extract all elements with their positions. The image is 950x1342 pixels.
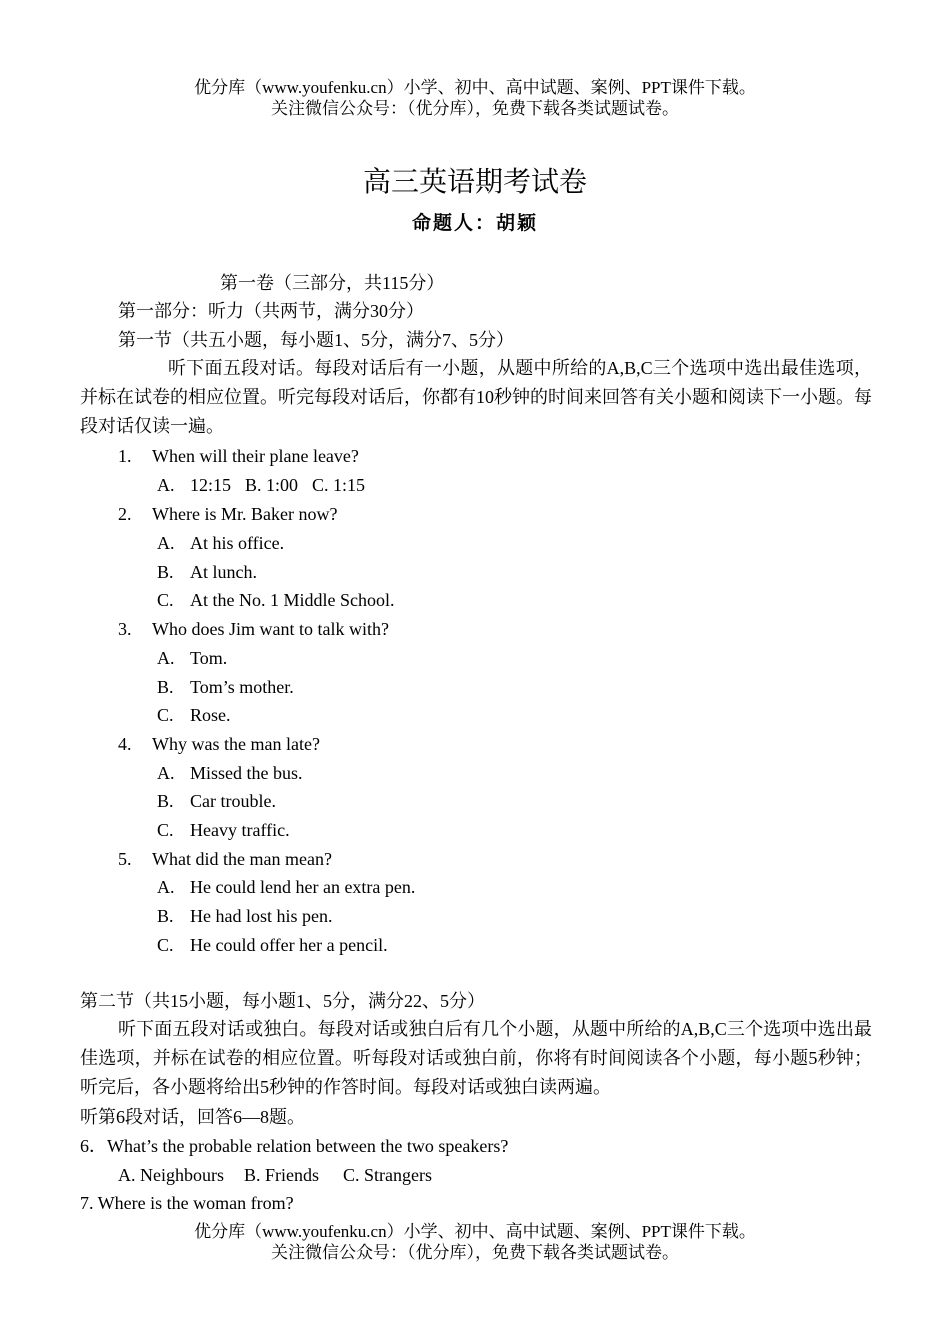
page-title: 高三英语期考试卷 xyxy=(362,167,587,198)
option-text: Rose. xyxy=(190,705,231,725)
option-label: A. xyxy=(157,475,175,495)
question-1 xyxy=(118,445,359,467)
option-item xyxy=(157,676,294,698)
question-2 xyxy=(118,503,337,525)
option-label: C. xyxy=(157,705,174,725)
footer-line-1: 优分库（www.youfenku.cn）小学、初中、高中试题、案例、PPT课件下载。 xyxy=(194,1222,756,1241)
option-label: C. xyxy=(157,590,174,610)
dialog-6-instruction: 听第6段对话，回答6—8题。 xyxy=(80,1107,305,1127)
question-number: 1. xyxy=(118,446,132,466)
option-c-text: C. Strangers xyxy=(343,1165,433,1185)
option-item xyxy=(157,704,231,726)
question-1-options xyxy=(157,474,365,496)
question-5 xyxy=(118,848,332,870)
question-number: 5. xyxy=(118,849,132,869)
option-text: Car trouble. xyxy=(190,791,276,811)
question-7: 7. Where is the woman from? xyxy=(80,1193,294,1213)
subsection-1-instructions: 听下面五段对话。每段对话后有一小题，从题中所给的A,B,C三个选项中选出最佳选项，并标在试卷的相应位置。听完每段对话后，你都有10秒钟的时间来回答有关小题和阅读下一小题。每段对话仅读一遍。 xyxy=(80,358,872,436)
question-6-options xyxy=(118,1164,432,1186)
header-line-2: 关注微信公众号：（优分库），免费下载各类试题试卷。 xyxy=(271,99,679,118)
option-text: Missed the bus. xyxy=(190,763,303,783)
option-b-text: B. Friends xyxy=(244,1165,320,1185)
option-text: Tom. xyxy=(190,648,228,668)
option-label: C. xyxy=(157,935,174,955)
option-text: Heavy traffic. xyxy=(190,820,290,840)
option-text: He could offer her a pencil. xyxy=(190,935,388,955)
option-item xyxy=(157,819,290,841)
option-item xyxy=(157,934,388,956)
subsection-1-heading: 第一节（共五小题，每小题1、5分，满分7、5分） xyxy=(118,330,514,350)
subsection-2-heading: 第二节（共15小题，每小题1、5分，满分22、5分） xyxy=(80,991,485,1011)
option-text: He could lend her an extra pen. xyxy=(190,877,416,897)
question-text: When will their plane leave? xyxy=(152,446,359,466)
section-heading: 第一部分：听力（共两节，满分30分） xyxy=(118,301,424,321)
option-text: Tom’s mother. xyxy=(190,677,294,697)
question-number: 2. xyxy=(118,504,132,524)
question-6: 6．What’s the probable relation between the two speakers? xyxy=(80,1136,509,1156)
option-a-text: 12:15 xyxy=(190,475,232,495)
option-item xyxy=(157,647,227,669)
option-label: B. xyxy=(157,791,174,811)
question-text: What did the man mean? xyxy=(152,849,332,869)
option-item xyxy=(157,790,276,812)
option-label: C. xyxy=(157,820,174,840)
subsection-2-instructions: 听下面五段对话或独白。每段对话或独白后有几个小题，从题中所给的A,B,C三个选项中选出最佳选项，并标在试卷的相应位置。听每段对话或独白前，你将有时间阅读各个小题，每小题5秒钟；听完后，各小题将给出5秒钟的作答时间。每段对话或独白读两遍。 xyxy=(80,1019,872,1097)
option-b-text: B. 1:00 xyxy=(245,475,299,495)
option-c-text: C. 1:15 xyxy=(312,475,366,495)
footer-line-2: 关注微信公众号：（优分库），免费下载各类试题试卷。 xyxy=(271,1243,679,1262)
option-item xyxy=(157,905,332,927)
question-text: Why was the man late? xyxy=(152,734,320,754)
question-number: 4. xyxy=(118,734,132,754)
option-item xyxy=(157,876,415,898)
option-label: A. xyxy=(157,533,175,553)
question-text: Where is Mr. Baker now? xyxy=(152,504,338,524)
option-item xyxy=(157,532,284,554)
question-3 xyxy=(118,618,389,640)
author-line: 命题人：胡颖 xyxy=(411,213,538,234)
option-label: A. xyxy=(157,763,175,783)
option-text: At lunch. xyxy=(190,562,257,582)
option-label: B. xyxy=(157,906,174,926)
option-text: At the No. 1 Middle School. xyxy=(190,590,395,610)
question-text: Who does Jim want to talk with? xyxy=(152,619,389,639)
option-item xyxy=(157,589,395,611)
volume-heading: 第一卷（三部分，共115分） xyxy=(220,273,445,293)
option-text: He had lost his pen. xyxy=(190,906,333,926)
question-4 xyxy=(118,733,320,755)
option-item xyxy=(157,561,257,583)
option-label: B. xyxy=(157,562,174,582)
option-text: At his office. xyxy=(190,533,285,553)
option-label: A. xyxy=(157,877,175,897)
question-number: 3. xyxy=(118,619,132,639)
option-a-text: A. Neighbours xyxy=(118,1165,224,1185)
header-line-1: 优分库（www.youfenku.cn）小学、初中、高中试题、案例、PPT课件下载。 xyxy=(194,78,756,97)
option-label: A. xyxy=(157,648,175,668)
option-label: B. xyxy=(157,677,174,697)
option-item xyxy=(157,762,303,784)
